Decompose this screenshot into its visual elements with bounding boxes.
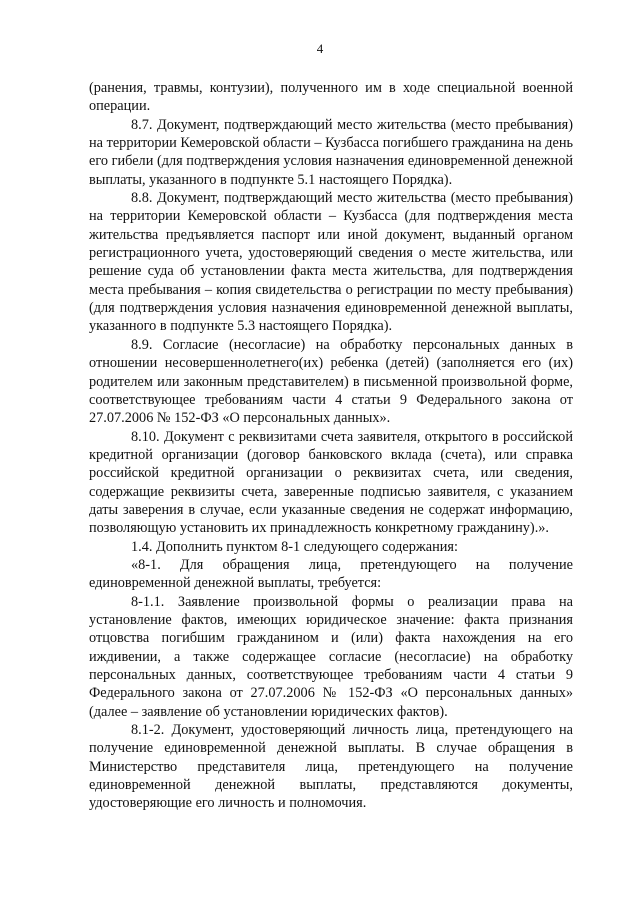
paragraph-8-8: 8.8. Документ, подтверждающий место жительства (место пребывания) на территории Кемеровской области – Кузбасса (для подтверждения места жительства предъявляется паспорт или иной документ, выданный органом регистрационного учета, удостоверяющий сведения о месте жительства, или решение суда об установлении факта места жительства, для подтверждения места пребывания – копия свидетельства о регистрации по месту пребывания) (для подтверждения условия назначения единовременной денежной выплаты, указанного в подпункте 5.3 настоящего Порядка). (89, 190, 573, 335)
paragraph-8-1-1: 8-1.1. Заявление произвольной формы о реализации права на установление фактов, имеющих юридическое значение: факта признания отцовства погибшим гражданином и (или) факта нахождения на его иждивении, а также содержащее согласие (несогласие) на обработку персональных данных, соответствующее требованиям части 4 статьи 9 Федерального закона от 27.07.2006 № 152-ФЗ «О персональных данных» (далее – заявление об установлении юридических фактов). (89, 593, 573, 720)
paragraph-8-9: 8.9. Согласие (несогласие) на обработку персональных данных в отношении несовершеннолетнего(их) ребенка (детей) (заполняется его (их) родителем или законным представителем) в письменной произвольной форме, соответствующее требованиям части 4 статьи 9 Федерального закона от 27.07.2006 № 152-ФЗ «О персональных данных». (89, 336, 573, 427)
paragraph-8-7: 8.7. Документ, подтверждающий место жительства (место пребывания) на территории Кемеровской области – Кузбасса погибшего гражданина на день его гибели (для подтверждения условия назначения единовременной денежной выплаты, указанного в подпункте 5.1 настоящего Порядка). (89, 116, 573, 188)
paragraph-8-1-2: 8.1-2. Документ, удостоверяющий личность лица, претендующего на получение единовременной денежной выплаты. В случае обращения в Министерство представителя лица, претендующего на получение единовременной денежной выплаты, представляются документы, удостоверяющие его личность и полномочия. (89, 722, 573, 812)
page-number: 4 (316, 41, 324, 56)
paragraph-wound-continuation: (ранения, травмы, контузии), полученного им в ходе специальной военной операции. (89, 80, 573, 115)
paragraph-8-1: «8-1. Для обращения лица, претендующего на получение единовременной денежной выплаты, требуется: (89, 556, 573, 592)
document-body (89, 79, 573, 813)
paragraph-8-10: 8.10. Документ с реквизитами счета заявителя, открытого в российской кредитной организации (договор банковского вклада (счета), или справка российской кредитной организации о реквизитах счета, или сведения, содержащие реквизиты счета, заверенные подписью заявителя, с указанием даты заверения в случае, если указанные сведения не содержат информацию, позволяющую установить их принадлежность конкретному гражданину).». (89, 428, 573, 537)
paragraph-1-4: 1.4. Дополнить пунктом 8-1 следующего содержания: (131, 538, 458, 555)
